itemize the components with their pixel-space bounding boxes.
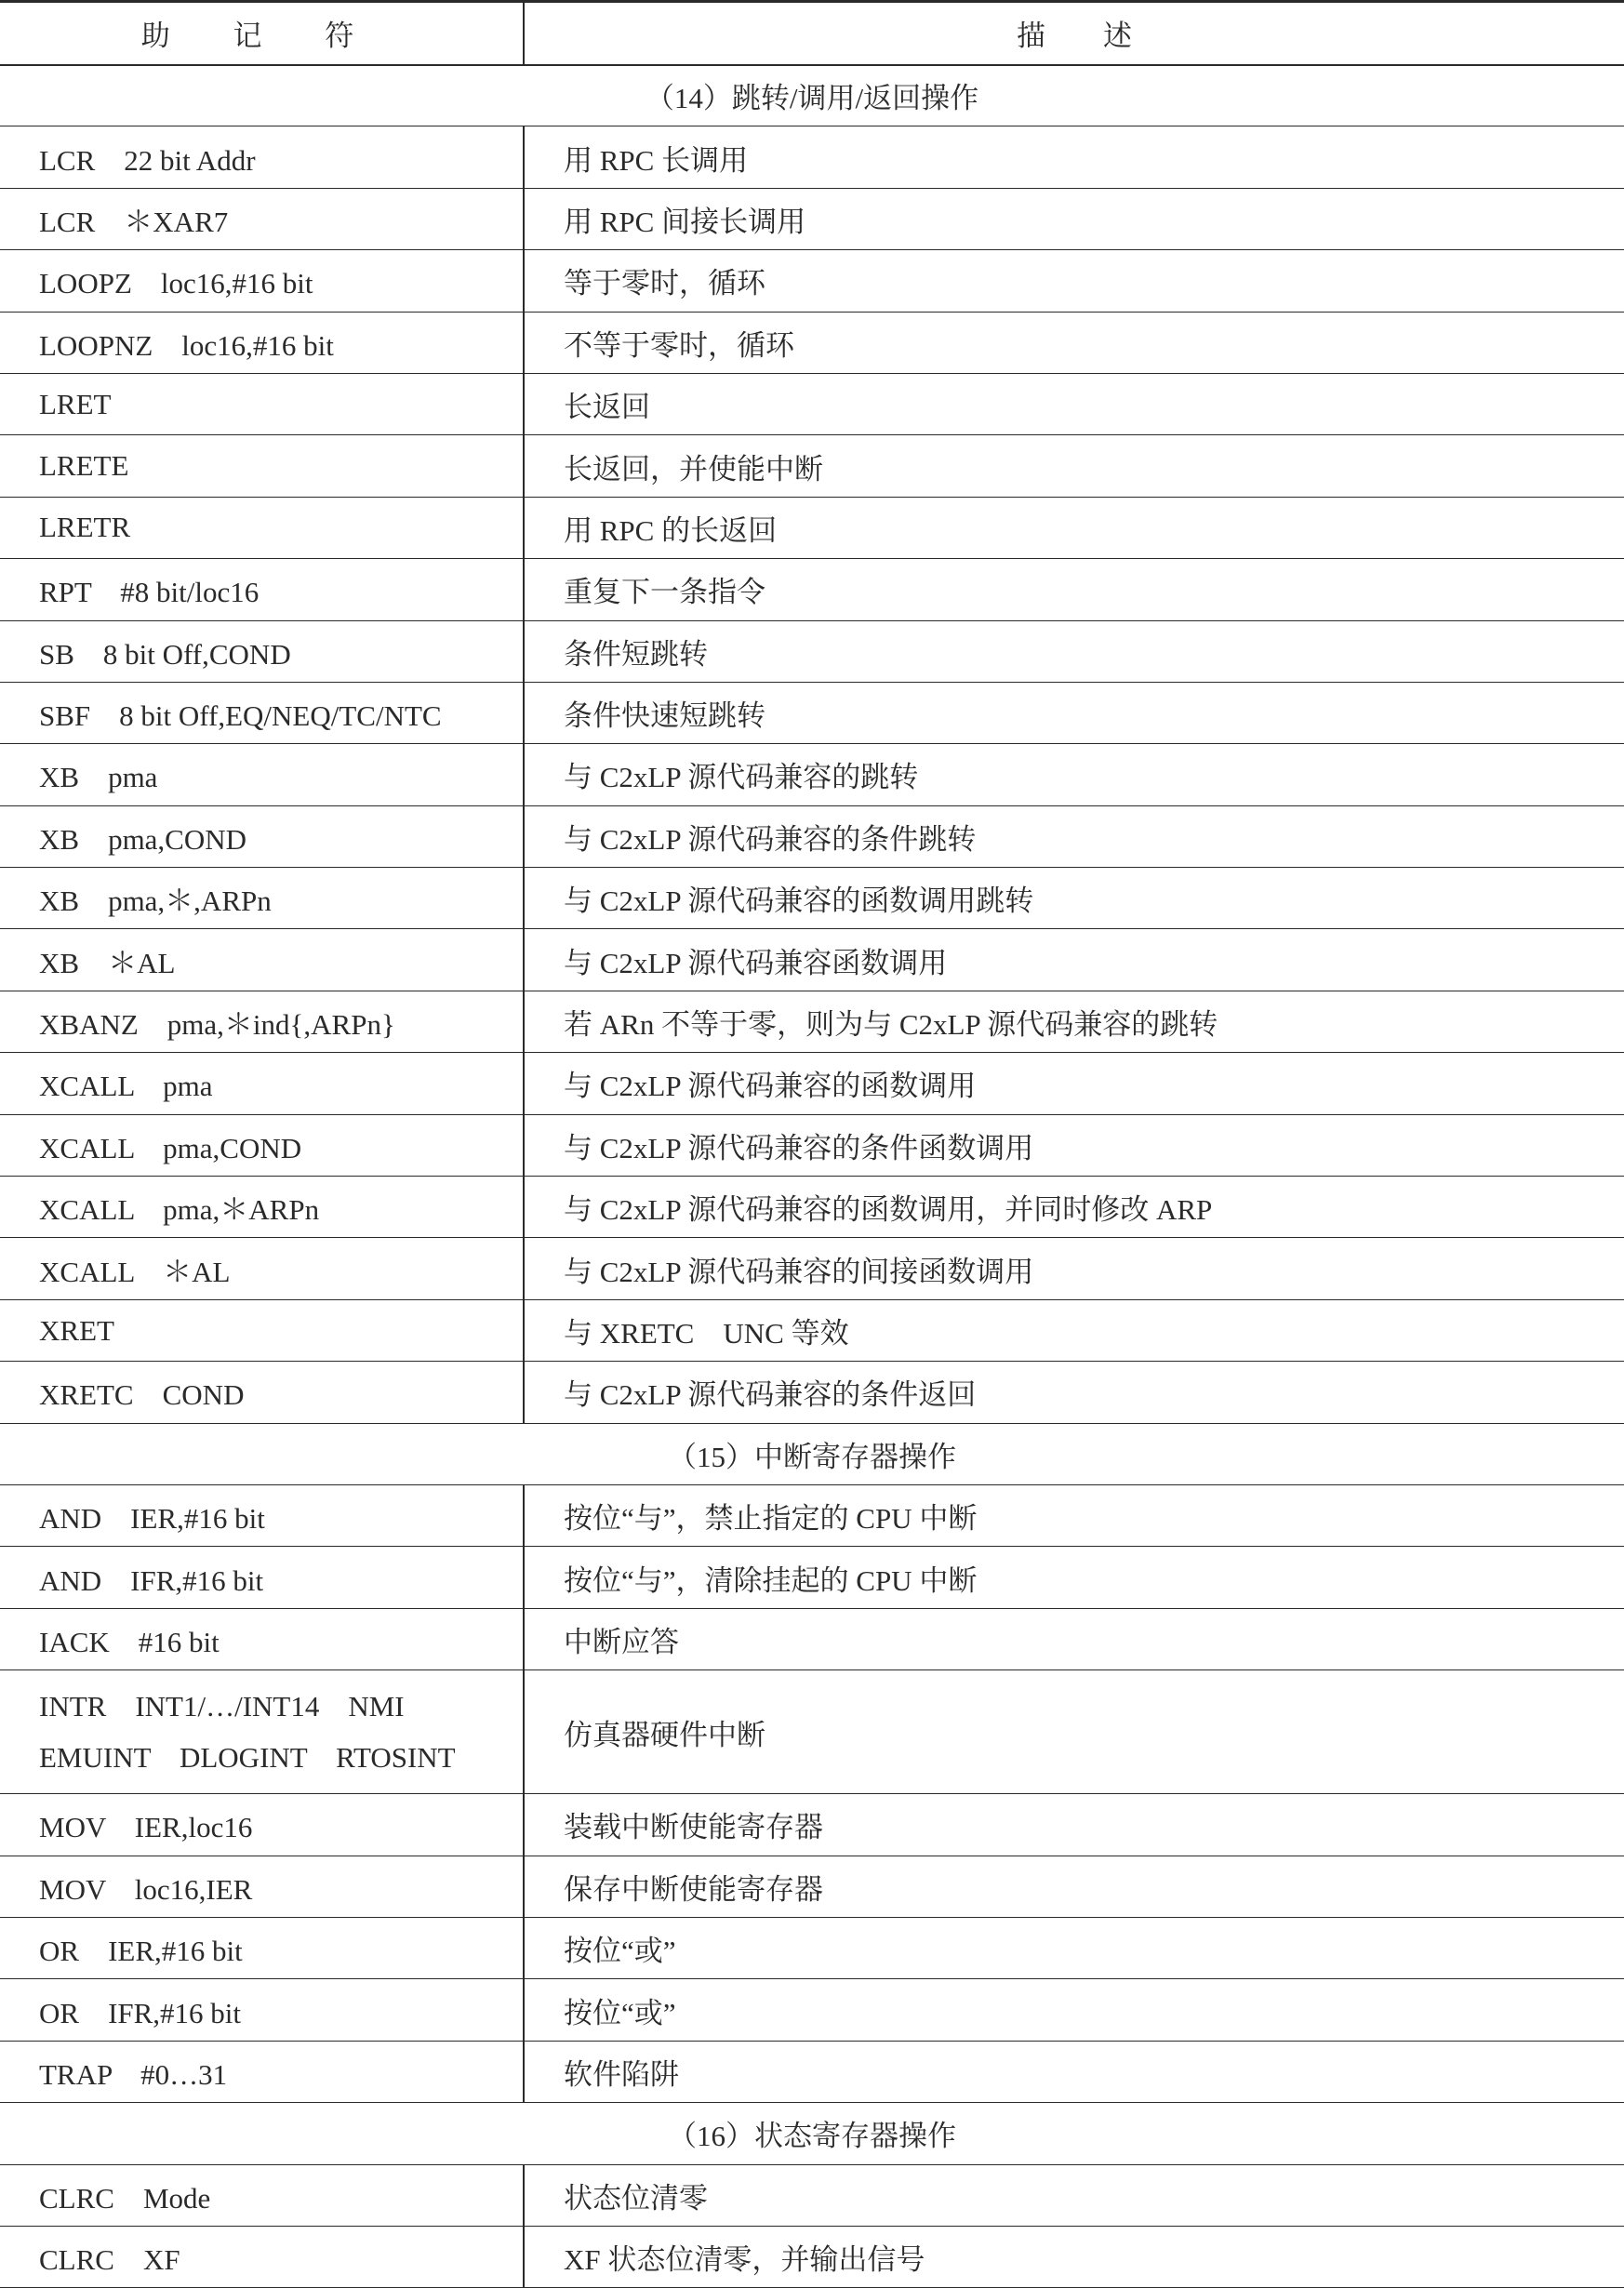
section-title: （16）状态寄存器操作 (0, 2103, 1624, 2164)
mnemonic-cell: XCALL pma,＊ARPn (0, 1177, 524, 1238)
table-row (0, 1299, 1624, 1361)
description-cell: 不等于零时，循环 (524, 312, 1624, 373)
description-cell: 用 RPC 长调用 (524, 126, 1624, 188)
mnemonic-cell: INTR INT1/…/INT14 NMI EMUINT DLOGINT RTOSINT (0, 1670, 524, 1794)
header-description-label: 描 述 (1017, 20, 1132, 53)
description-cell: 与 C2xLP 源代码兼容的条件返回 (524, 1362, 1624, 1423)
table-row (0, 1053, 1624, 1114)
description-cell: 若 ARn 不等于零，则为与 C2xLP 源代码兼容的跳转 (524, 991, 1624, 1052)
description-cell: 重复下一条指令 (524, 559, 1624, 620)
description-cell: 按位“或” (524, 1917, 1624, 1978)
table-row (0, 1608, 1624, 1669)
description-cell: XF 状态位清零，并输出信号 (524, 2226, 1624, 2287)
mnemonic-cell: XB pma (0, 744, 524, 805)
table-row (0, 435, 1624, 497)
mnemonic-cell: SB 8 bit Off,COND (0, 620, 524, 682)
mnemonic-cell: LRETR (0, 497, 524, 558)
mnemonic-cell: XB pma,＊,ARPn (0, 868, 524, 929)
section-title: （15）中断寄存器操作 (0, 1423, 1624, 1484)
table-row (0, 1979, 1624, 2041)
description-cell: 状态位清零 (524, 2164, 1624, 2226)
mnemonic-cell: MOV IER,loc16 (0, 1794, 524, 1856)
header-mnemonic-label: 助 记 符 (140, 20, 382, 53)
table-row (0, 868, 1624, 929)
description-cell: 与 XRETC UNC 等效 (524, 1299, 1624, 1361)
section-header-row (0, 65, 1624, 126)
table-row (0, 1547, 1624, 1608)
description-cell: 条件短跳转 (524, 620, 1624, 682)
mnemonic-cell: RPT #8 bit/loc16 (0, 559, 524, 620)
mnemonic-cell: LOOPZ loc16,#16 bit (0, 250, 524, 312)
mnemonic-cell: XRET (0, 1299, 524, 1361)
mnemonic-cell: XB ＊AL (0, 929, 524, 991)
description-cell: 与 C2xLP 源代码兼容的间接函数调用 (524, 1238, 1624, 1299)
mnemonic-cell: XRETC COND (0, 1362, 524, 1423)
description-cell: 与 C2xLP 源代码兼容的函数调用 (524, 1053, 1624, 1114)
table-row (0, 929, 1624, 991)
header-description (524, 2, 1624, 65)
table-row (0, 744, 1624, 805)
mnemonic-cell: CLRC XF (0, 2226, 524, 2287)
mnemonic-cell: LRET (0, 373, 524, 434)
description-cell: 长返回，并使能中断 (524, 435, 1624, 497)
mnemonic-cell: OR IFR,#16 bit (0, 1979, 524, 2041)
table-row (0, 1856, 1624, 1917)
table-row (0, 1238, 1624, 1299)
table-row (0, 805, 1624, 867)
description-cell: 与 C2xLP 源代码兼容函数调用 (524, 929, 1624, 991)
table-row (0, 2164, 1624, 2226)
description-cell: 用 RPC 间接长调用 (524, 188, 1624, 249)
description-cell: 按位“或” (524, 1979, 1624, 2041)
description-cell: 与 C2xLP 源代码兼容的函数调用，并同时修改 ARP (524, 1177, 1624, 1238)
mnemonic-cell: CLRC Mode (0, 2164, 524, 2226)
table-row (0, 1670, 1624, 1794)
description-cell: 用 RPC 的长返回 (524, 497, 1624, 558)
mnemonic-cell: LCR ＊XAR7 (0, 188, 524, 249)
mnemonic-cell: XCALL ＊AL (0, 1238, 524, 1299)
section-header-row (0, 2103, 1624, 2164)
mnemonic-cell: XCALL pma (0, 1053, 524, 1114)
section-title: （14）跳转/调用/返回操作 (0, 65, 1624, 126)
table-row (0, 497, 1624, 558)
description-cell: 保存中断使能寄存器 (524, 1856, 1624, 1917)
table-row (0, 2041, 1624, 2102)
description-cell: 与 C2xLP 源代码兼容的条件跳转 (524, 805, 1624, 867)
description-cell: 软件陷阱 (524, 2041, 1624, 2102)
table-row (0, 1177, 1624, 1238)
description-cell: 仿真器硬件中断 (524, 1670, 1624, 1794)
table-header (0, 2, 1624, 65)
mnemonic-cell: MOV loc16,IER (0, 1856, 524, 1917)
table-row (0, 1114, 1624, 1176)
table-row (0, 188, 1624, 249)
mnemonic-cell: XCALL pma,COND (0, 1114, 524, 1176)
table-row (0, 682, 1624, 743)
description-cell: 中断应答 (524, 1608, 1624, 1669)
description-cell: 装载中断使能寄存器 (524, 1794, 1624, 1856)
mnemonic-cell: XB pma,COND (0, 805, 524, 867)
mnemonic-cell: IACK #16 bit (0, 1608, 524, 1669)
description-cell: 按位“与”，清除挂起的 CPU 中断 (524, 1547, 1624, 1608)
mnemonic-cell: SBF 8 bit Off,EQ/NEQ/TC/NTC (0, 682, 524, 743)
table-row (0, 1362, 1624, 1423)
section-header-row (0, 1423, 1624, 1484)
description-cell: 长返回 (524, 373, 1624, 434)
mnemonic-cell: LCR 22 bit Addr (0, 126, 524, 188)
table-row (0, 1484, 1624, 1546)
table-row (0, 1794, 1624, 1856)
table-row (0, 2226, 1624, 2287)
mnemonic-cell: LOOPNZ loc16,#16 bit (0, 312, 524, 373)
table-row (0, 620, 1624, 682)
table-row (0, 312, 1624, 373)
table-body (0, 65, 1624, 2288)
table-row (0, 1917, 1624, 1978)
description-cell: 与 C2xLP 源代码兼容的跳转 (524, 744, 1624, 805)
header-row (0, 2, 1624, 65)
description-cell: 条件快速短跳转 (524, 682, 1624, 743)
mnemonic-cell: LRETE (0, 435, 524, 497)
mnemonic-cell: TRAP #0…31 (0, 2041, 524, 2102)
description-cell: 与 C2xLP 源代码兼容的函数调用跳转 (524, 868, 1624, 929)
table-row (0, 991, 1624, 1052)
mnemonic-cell: AND IER,#16 bit (0, 1484, 524, 1546)
header-mnemonic (0, 2, 524, 65)
description-cell: 按位“与”，禁止指定的 CPU 中断 (524, 1484, 1624, 1546)
mnemonic-cell: OR IER,#16 bit (0, 1917, 524, 1978)
description-cell: 与 C2xLP 源代码兼容的条件函数调用 (524, 1114, 1624, 1176)
mnemonic-cell: AND IFR,#16 bit (0, 1547, 524, 1608)
mnemonic-cell: XBANZ pma,＊ind{,ARPn} (0, 991, 524, 1052)
table-row (0, 373, 1624, 434)
table-row (0, 250, 1624, 312)
description-cell: 等于零时，循环 (524, 250, 1624, 312)
table-row (0, 559, 1624, 620)
table-row (0, 126, 1624, 188)
